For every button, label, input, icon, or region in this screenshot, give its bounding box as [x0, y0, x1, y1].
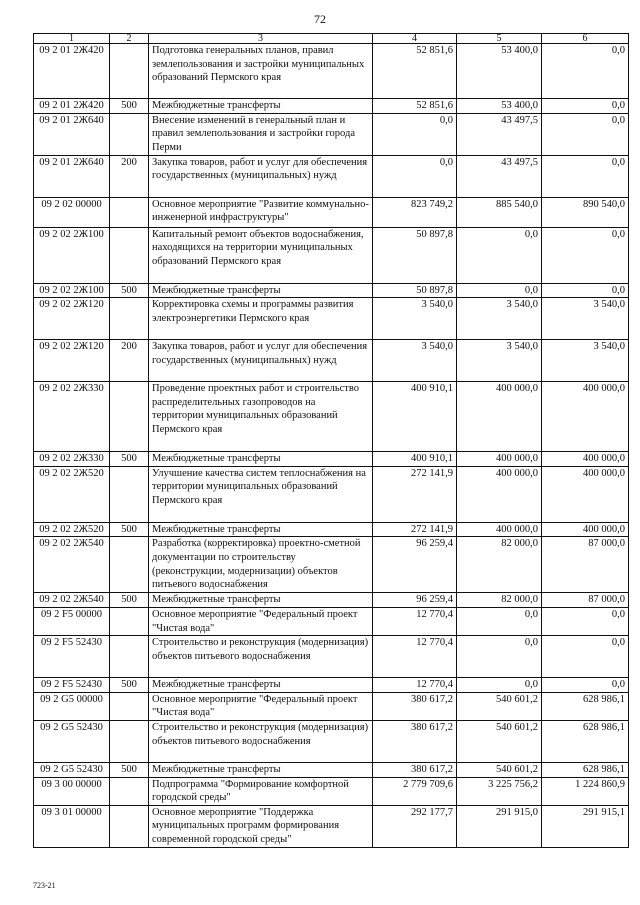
cell-name: Подготовка генеральных планов, правил землепользования и застройки муниципальных образований Пермского края	[149, 44, 373, 99]
budget-table	[33, 33, 629, 848]
cell-value-6: 0,0	[542, 155, 629, 197]
header-col-1: 1	[34, 34, 110, 44]
cell-name: Закупка товаров, работ и услуг для обеспечения государственных (муниципальных) нужд	[149, 340, 373, 382]
table-row	[34, 777, 629, 805]
cell-kvr	[110, 636, 149, 678]
cell-value-6: 0,0	[542, 678, 629, 693]
cell-kvr	[110, 113, 149, 155]
cell-code: 09 2 02 2Ж100	[34, 283, 110, 298]
cell-code: 09 2 02 2Ж120	[34, 340, 110, 382]
cell-code: 09 3 00 00000	[34, 777, 110, 805]
cell-kvr: 500	[110, 522, 149, 537]
cell-kvr: 500	[110, 99, 149, 114]
cell-name: Межбюджетные трансферты	[149, 762, 373, 777]
document-code: 723-21	[33, 881, 56, 890]
cell-kvr	[110, 607, 149, 635]
cell-value-4: 3 540,0	[373, 298, 457, 340]
header-row	[34, 34, 629, 44]
cell-code: 09 2 G5 52430	[34, 762, 110, 777]
cell-value-4: 12 770,4	[373, 678, 457, 693]
cell-value-6: 400 000,0	[542, 466, 629, 522]
cell-value-5: 53 400,0	[457, 44, 542, 99]
cell-value-6: 0,0	[542, 227, 629, 283]
cell-code: 09 2 F5 52430	[34, 678, 110, 693]
cell-kvr	[110, 720, 149, 762]
cell-name: Межбюджетные трансферты	[149, 593, 373, 608]
cell-value-4: 50 897,8	[373, 227, 457, 283]
cell-value-5: 82 000,0	[457, 537, 542, 593]
table-row	[34, 607, 629, 635]
cell-value-6: 0,0	[542, 283, 629, 298]
cell-value-4: 380 617,2	[373, 692, 457, 720]
cell-value-4: 292 177,7	[373, 805, 457, 847]
table-row	[34, 636, 629, 678]
cell-name: Разработка (корректировка) проектно-сметной документации по строительству (реконструкции, модернизации) объектов питьевого водоснабжения	[149, 537, 373, 593]
cell-value-6: 400 000,0	[542, 522, 629, 537]
cell-value-6: 628 986,1	[542, 720, 629, 762]
header-col-5: 5	[457, 34, 542, 44]
cell-code: 09 3 01 00000	[34, 805, 110, 847]
cell-name: Основное мероприятие "Федеральный проект "Чистая вода"	[149, 692, 373, 720]
table-row	[34, 227, 629, 283]
table-row	[34, 593, 629, 608]
cell-value-5: 400 000,0	[457, 452, 542, 467]
cell-value-4: 272 141,9	[373, 466, 457, 522]
table-row	[34, 197, 629, 227]
cell-value-4: 12 770,4	[373, 636, 457, 678]
table-row	[34, 155, 629, 197]
cell-value-4: 380 617,2	[373, 762, 457, 777]
cell-name: Строительство и реконструкция (модернизация) объектов питьевого водоснабжения	[149, 720, 373, 762]
cell-kvr	[110, 382, 149, 452]
cell-code: 09 2 01 2Ж640	[34, 113, 110, 155]
table-row	[34, 720, 629, 762]
cell-kvr: 500	[110, 678, 149, 693]
cell-name: Корректировка схемы и программы развития электроэнергетики Пермского края	[149, 298, 373, 340]
cell-kvr	[110, 777, 149, 805]
cell-kvr: 200	[110, 155, 149, 197]
cell-value-6: 0,0	[542, 44, 629, 99]
cell-name: Основное мероприятие "Федеральный проект "Чистая вода"	[149, 607, 373, 635]
cell-name: Строительство и реконструкция (модернизация) объектов питьевого водоснабжения	[149, 636, 373, 678]
cell-name: Межбюджетные трансферты	[149, 99, 373, 114]
cell-value-5: 43 497,5	[457, 155, 542, 197]
cell-value-5: 540 601,2	[457, 692, 542, 720]
cell-value-6: 3 540,0	[542, 298, 629, 340]
cell-value-5: 43 497,5	[457, 113, 542, 155]
cell-name: Капитальный ремонт объектов водоснабжения, находящихся на территории муниципальных образований Пермского края	[149, 227, 373, 283]
cell-code: 09 2 G5 00000	[34, 692, 110, 720]
cell-value-6: 87 000,0	[542, 593, 629, 608]
cell-code: 09 2 02 2Ж520	[34, 466, 110, 522]
cell-code: 09 2 02 2Ж540	[34, 593, 110, 608]
cell-name: Проведение проектных работ и строительство распределительных газопроводов на территории муниципальных образований Пермского края	[149, 382, 373, 452]
table-row	[34, 678, 629, 693]
cell-name: Межбюджетные трансферты	[149, 522, 373, 537]
table-row	[34, 522, 629, 537]
cell-value-4: 3 540,0	[373, 340, 457, 382]
cell-value-6: 291 915,1	[542, 805, 629, 847]
table-row	[34, 340, 629, 382]
cell-code: 09 2 F5 00000	[34, 607, 110, 635]
cell-value-4: 50 897,8	[373, 283, 457, 298]
cell-value-5: 0,0	[457, 636, 542, 678]
cell-name: Межбюджетные трансферты	[149, 678, 373, 693]
cell-code: 09 2 01 2Ж420	[34, 44, 110, 99]
cell-code: 09 2 F5 52430	[34, 636, 110, 678]
cell-value-4: 96 259,4	[373, 537, 457, 593]
cell-code: 09 2 02 2Ж540	[34, 537, 110, 593]
header-col-6: 6	[542, 34, 629, 44]
table-row	[34, 805, 629, 847]
cell-code: 09 2 02 2Ж100	[34, 227, 110, 283]
cell-value-6: 0,0	[542, 99, 629, 114]
table-row	[34, 452, 629, 467]
cell-value-5: 400 000,0	[457, 522, 542, 537]
cell-value-4: 52 851,6	[373, 99, 457, 114]
cell-value-6: 0,0	[542, 113, 629, 155]
table-row	[34, 99, 629, 114]
cell-value-5: 3 225 756,2	[457, 777, 542, 805]
cell-value-4: 96 259,4	[373, 593, 457, 608]
cell-value-6: 0,0	[542, 636, 629, 678]
cell-code: 09 2 02 2Ж330	[34, 382, 110, 452]
cell-code: 09 2 01 2Ж420	[34, 99, 110, 114]
cell-value-5: 540 601,2	[457, 762, 542, 777]
cell-value-4: 823 749,2	[373, 197, 457, 227]
cell-value-6: 400 000,0	[542, 452, 629, 467]
cell-value-5: 540 601,2	[457, 720, 542, 762]
cell-name: Межбюджетные трансферты	[149, 283, 373, 298]
table-row	[34, 382, 629, 452]
cell-value-6: 400 000,0	[542, 382, 629, 452]
table-row	[34, 283, 629, 298]
cell-value-5: 400 000,0	[457, 466, 542, 522]
cell-name: Закупка товаров, работ и услуг для обеспечения государственных (муниципальных) нужд	[149, 155, 373, 197]
cell-value-6: 628 986,1	[542, 692, 629, 720]
cell-value-6: 87 000,0	[542, 537, 629, 593]
cell-kvr	[110, 197, 149, 227]
cell-value-4: 0,0	[373, 155, 457, 197]
cell-name: Межбюджетные трансферты	[149, 452, 373, 467]
cell-kvr	[110, 44, 149, 99]
cell-code: 09 2 02 2Ж330	[34, 452, 110, 467]
table-row	[34, 537, 629, 593]
cell-value-5: 82 000,0	[457, 593, 542, 608]
cell-value-4: 0,0	[373, 113, 457, 155]
cell-value-5: 400 000,0	[457, 382, 542, 452]
cell-kvr	[110, 466, 149, 522]
cell-name: Внесение изменений в генеральный план и правил землепользования и застройки города Перми	[149, 113, 373, 155]
cell-value-4: 2 779 709,6	[373, 777, 457, 805]
cell-kvr	[110, 298, 149, 340]
cell-kvr: 500	[110, 452, 149, 467]
header-col-4: 4	[373, 34, 457, 44]
cell-name: Улучшение качества систем теплоснабжения на территории муниципальных образований Пермского края	[149, 466, 373, 522]
cell-kvr: 500	[110, 283, 149, 298]
page-number: 72	[314, 12, 326, 26]
cell-value-6: 1 224 860,9	[542, 777, 629, 805]
cell-kvr: 500	[110, 762, 149, 777]
header-col-2: 2	[110, 34, 149, 44]
cell-kvr	[110, 537, 149, 593]
cell-value-5: 0,0	[457, 227, 542, 283]
table-row	[34, 44, 629, 99]
cell-kvr	[110, 805, 149, 847]
table-row	[34, 762, 629, 777]
cell-value-5: 291 915,0	[457, 805, 542, 847]
cell-code: 09 2 G5 52430	[34, 720, 110, 762]
table-row	[34, 113, 629, 155]
cell-value-5: 3 540,0	[457, 340, 542, 382]
cell-code: 09 2 02 2Ж120	[34, 298, 110, 340]
cell-value-4: 400 910,1	[373, 452, 457, 467]
cell-kvr: 200	[110, 340, 149, 382]
cell-value-5: 3 540,0	[457, 298, 542, 340]
cell-code: 09 2 02 2Ж520	[34, 522, 110, 537]
table-row	[34, 466, 629, 522]
cell-value-6: 0,0	[542, 607, 629, 635]
cell-name: Основное мероприятие "Поддержка муниципальных программ формирования современной городской среды"	[149, 805, 373, 847]
cell-value-4: 52 851,6	[373, 44, 457, 99]
cell-value-5: 0,0	[457, 283, 542, 298]
cell-value-6: 890 540,0	[542, 197, 629, 227]
cell-name: Подпрограмма "Формирование комфортной городской среды"	[149, 777, 373, 805]
cell-value-4: 272 141,9	[373, 522, 457, 537]
cell-value-4: 400 910,1	[373, 382, 457, 452]
cell-value-5: 0,0	[457, 607, 542, 635]
cell-kvr	[110, 692, 149, 720]
header-col-3: 3	[149, 34, 373, 44]
cell-value-5: 0,0	[457, 678, 542, 693]
cell-code: 09 2 02 00000	[34, 197, 110, 227]
cell-value-5: 53 400,0	[457, 99, 542, 114]
table-row	[34, 692, 629, 720]
cell-kvr: 500	[110, 593, 149, 608]
cell-kvr	[110, 227, 149, 283]
table-row	[34, 298, 629, 340]
cell-value-5: 885 540,0	[457, 197, 542, 227]
cell-value-4: 12 770,4	[373, 607, 457, 635]
cell-name: Основное мероприятие "Развитие коммунально-инженерной инфраструктуры"	[149, 197, 373, 227]
cell-value-4: 380 617,2	[373, 720, 457, 762]
cell-value-6: 628 986,1	[542, 762, 629, 777]
cell-code: 09 2 01 2Ж640	[34, 155, 110, 197]
cell-value-6: 3 540,0	[542, 340, 629, 382]
